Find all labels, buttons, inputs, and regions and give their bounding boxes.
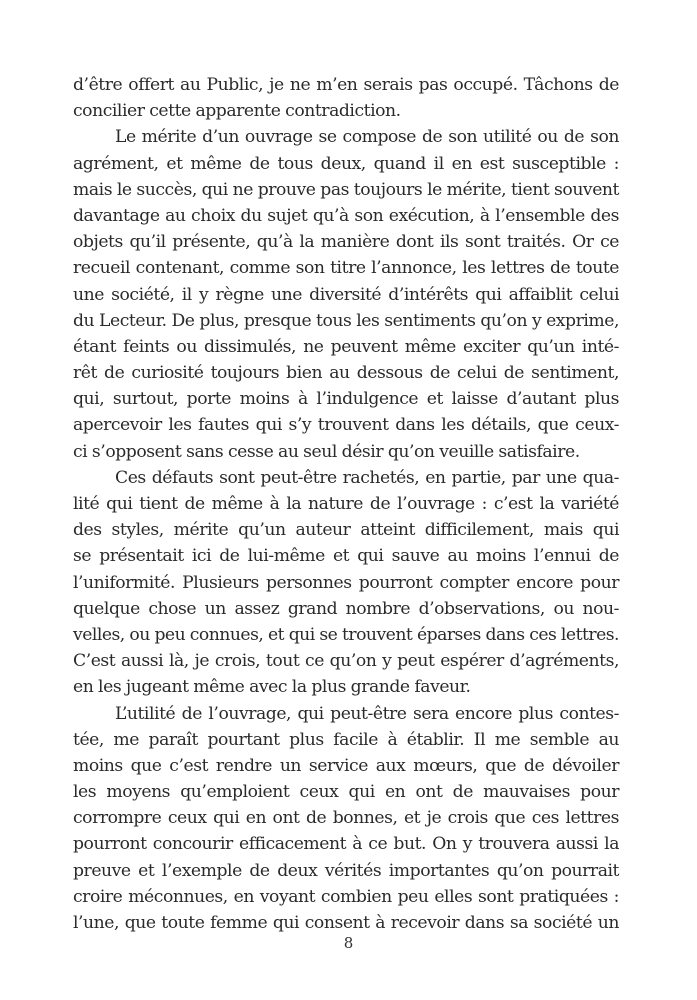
text-line: objets qu’il présente, qu’à la manière dont ils sont traités. Or ce: [73, 232, 619, 253]
text-line: velles, ou peu connues, et qui se trouvent éparses dans ces lettres.: [73, 624, 619, 645]
paragraph: [73, 72, 619, 124]
text-line: davantage au choix du sujet qu’à son exécution, à l’ensemble des: [73, 205, 619, 226]
text-line: C’est aussi là, je crois, tout ce qu’on y peut espérer d’agréments,: [73, 651, 619, 672]
paragraph: [73, 124, 619, 464]
paragraph: [73, 701, 619, 937]
text-line: étant feints ou dissimulés, ne peuvent même exciter qu’un inté-: [73, 336, 619, 357]
text-line: apercevoir les fautes qui s’y trouvent dans les détails, que ceux-: [73, 415, 619, 436]
text-line: Ces défauts sont peut-être rachetés, en partie, par une qua-: [115, 467, 619, 488]
text-line: L’utilité de l’ouvrage, qui peut-être sera encore plus contes-: [115, 703, 619, 724]
text-line: l’uniformité. Plusieurs personnes pourront compter encore pour: [73, 572, 619, 593]
text-line: croire méconnues, en voyant combien peu elles sont pratiquées :: [73, 886, 619, 907]
text-line: du Lecteur. De plus, presque tous les sentiments qu’on y exprime,: [73, 310, 619, 331]
paragraph: [73, 465, 619, 701]
text-line: se présentait ici de lui-même et qui sauve au moins l’ennui de: [73, 546, 619, 567]
text-line: des styles, mérite qu’un auteur atteint difficilement, mais qui: [73, 520, 619, 541]
page-body: [73, 72, 619, 936]
text-line: les moyens qu’emploient ceux qui en ont de mauvaises pour: [73, 782, 619, 803]
text-line: concilier cette apparente contradiction.: [73, 101, 401, 122]
page-number: 8: [343, 934, 354, 952]
text-line: Le mérite d’un ouvrage se compose de son utilité ou de son: [115, 127, 619, 148]
text-line: qui, surtout, porte moins à l’indulgence et laisse d’autant plus: [73, 389, 619, 410]
text-line: agrément, et même de tous deux, quand il en est susceptible :: [73, 153, 619, 174]
text-line: pourront concourir efficacement à ce but. On y trouvera aussi la: [73, 834, 619, 855]
text-line: ci s’opposent sans cesse au seul désir qu’on veuille satisfaire.: [73, 441, 580, 462]
text-line: rêt de curiosité toujours bien au dessous de celui de sentiment,: [73, 363, 619, 384]
text-line: corrompre ceux qui en ont de bonnes, et je crois que ces lettres: [73, 808, 619, 829]
text-line: quelque chose un assez grand nombre d’observations, ou nou-: [73, 598, 619, 619]
text-line: en les jugeant même avec la plus grande faveur.: [73, 677, 471, 698]
text-line: mais le succès, qui ne prouve pas toujours le mérite, tient souvent: [73, 179, 619, 200]
text-line: moins que c’est rendre un service aux mœurs, que de dévoiler: [73, 755, 619, 776]
text-line: d’être offert au Public, je ne m’en serais pas occupé. Tâchons de: [73, 75, 619, 95]
text-line: tée, me paraît pourtant plus facile à établir. Il me semble au: [73, 729, 619, 750]
text-line: preuve et l’exemple de deux vérités importantes qu’on pourrait: [73, 860, 619, 881]
text-line: lité qui tient de même à la nature de l’ouvrage : c’est la variété: [73, 494, 619, 514]
text-line: l’une, que toute femme qui consent à recevoir dans sa société un: [73, 913, 619, 933]
text-line: recueil contenant, comme son titre l’annonce, les lettres de toute: [73, 258, 619, 279]
text-line: une société, il y règne une diversité d’intérêts qui affaiblit celui: [73, 284, 619, 305]
